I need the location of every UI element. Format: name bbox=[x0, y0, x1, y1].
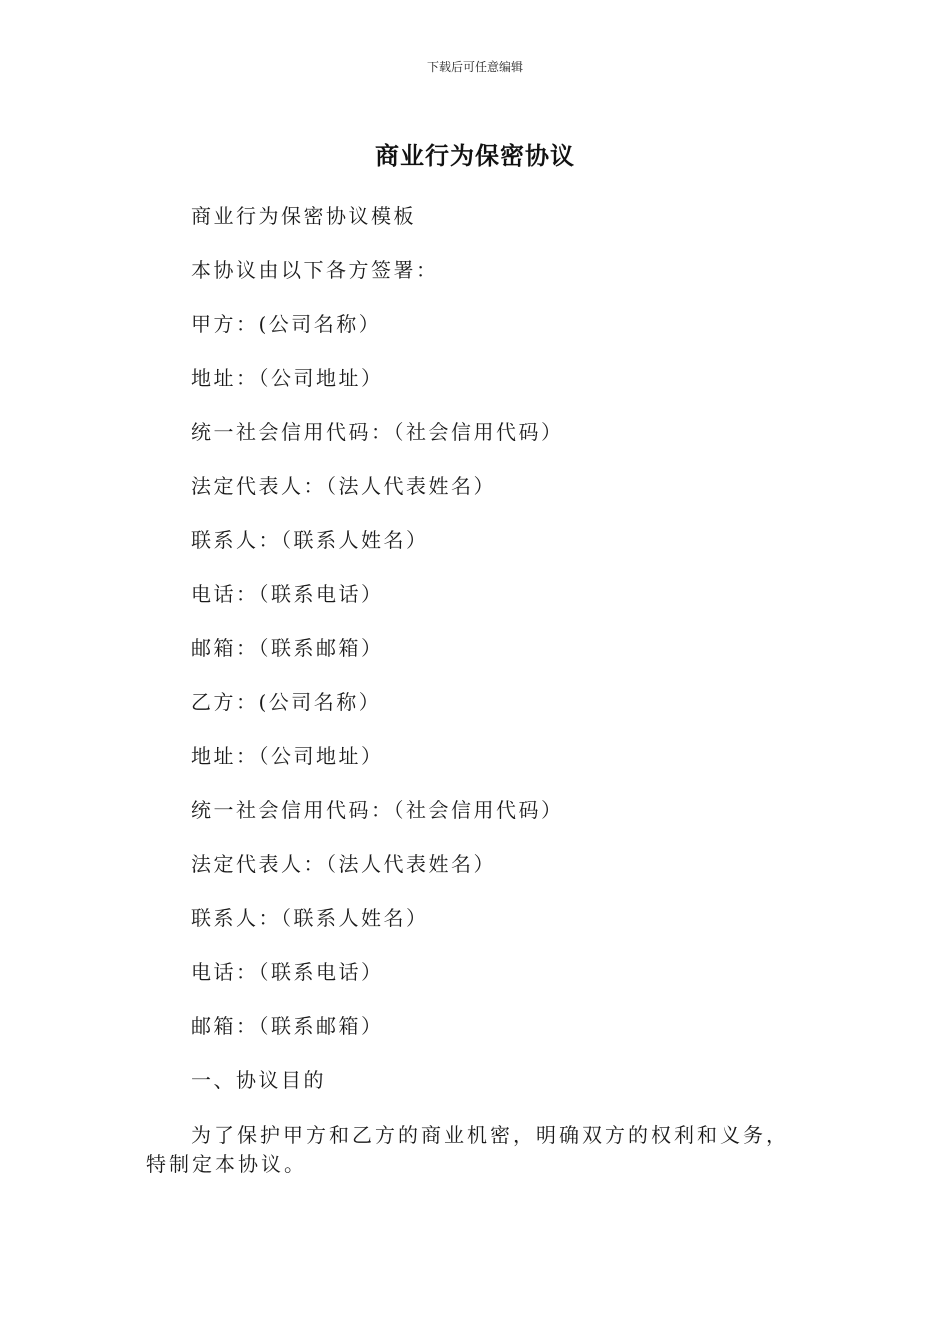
party-b-credit-code: 统一社会信用代码：（社会信用代码） bbox=[191, 798, 564, 822]
party-b-name: 乙方：(公司名称） bbox=[191, 690, 382, 714]
party-a-credit-code: 统一社会信用代码：（社会信用代码） bbox=[191, 420, 564, 444]
party-a-phone: 电话：（联系电话） bbox=[191, 582, 384, 606]
party-b-legal-rep: 法定代表人：（法人代表姓名） bbox=[191, 852, 496, 876]
party-b-email: 邮箱：（联系邮箱） bbox=[191, 1014, 384, 1038]
paragraph-purpose: 为了保护甲方和乙方的商业机密，明确双方的权利和义务，特制定本协议。 bbox=[146, 1123, 789, 1176]
document-body bbox=[146, 203, 806, 1207]
party-a-name: 甲方：(公司名称） bbox=[191, 312, 382, 336]
party-b-address: 地址：（公司地址） bbox=[191, 744, 384, 768]
document-title: 商业行为保密协议 bbox=[375, 142, 575, 170]
party-a-contact: 联系人：（联系人姓名） bbox=[191, 528, 429, 552]
paragraph-signing-intro: 本协议由以下各方签署： bbox=[191, 258, 439, 282]
party-b-contact: 联系人：（联系人姓名） bbox=[191, 906, 429, 930]
paragraph-template-name: 商业行为保密协议模板 bbox=[191, 204, 416, 228]
party-a-legal-rep: 法定代表人：（法人代表姓名） bbox=[191, 474, 496, 498]
party-a-email: 邮箱：（联系邮箱） bbox=[191, 636, 384, 660]
party-a-address: 地址：（公司地址） bbox=[191, 366, 384, 390]
section-heading-purpose: 一、协议目的 bbox=[191, 1068, 326, 1092]
party-b-phone: 电话：（联系电话） bbox=[191, 960, 384, 984]
header-note: 下载后可任意编辑 bbox=[426, 60, 523, 74]
